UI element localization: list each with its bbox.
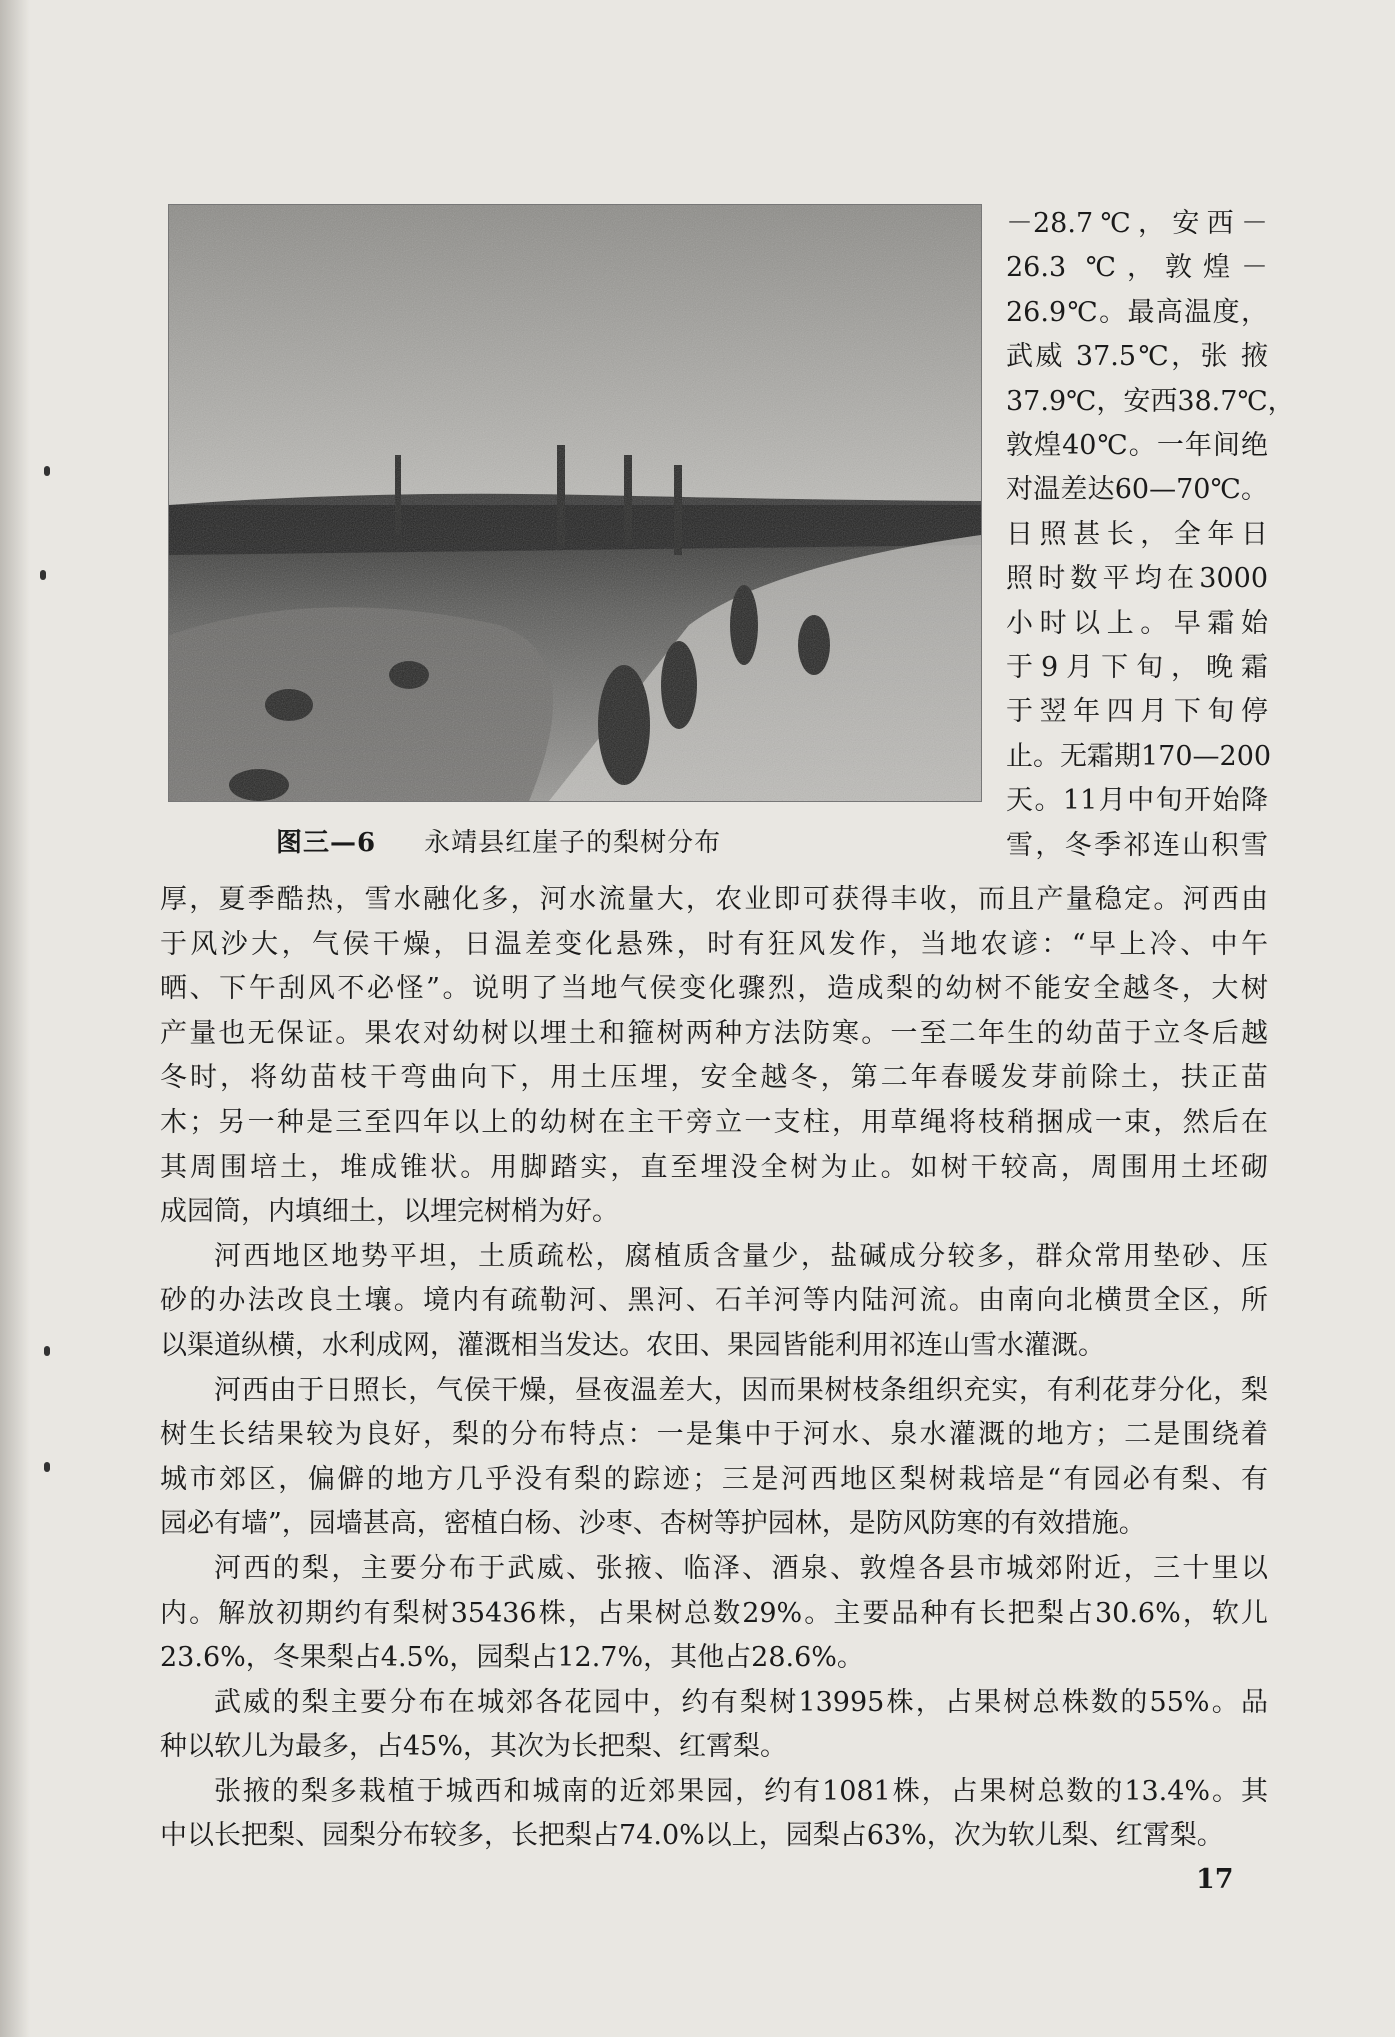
- text-line: 砂的办法改良土壤。境内有疏勒河、黑河、石羊河等内陆河流。由南向北横贯全区，所: [160, 1285, 1268, 1317]
- text-line: 止。无霜期170—200: [1006, 740, 1272, 772]
- text-line: 内。解放初期约有梨树35436株，占果树总数29%。主要品种有长把梨占30.6%，软儿: [160, 1597, 1268, 1629]
- binding-mark: [44, 1346, 50, 1356]
- body-text: [160, 878, 1268, 1859]
- text-line: 26.9℃。最高温度，: [1006, 296, 1268, 328]
- text-line: 于风沙大，气侯干燥，日温差变化悬殊，时有狂风发作，当地农谚：“早上冷、中午: [160, 928, 1268, 960]
- paragraph: [160, 1681, 1268, 1770]
- text-line: 冬时，将幼苗枝干弯曲向下，用土压埋，安全越冬，第二年春暖发芽前除土，扶正苗: [160, 1062, 1268, 1094]
- paragraph: [160, 878, 1268, 1235]
- text-line: 23.6%，冬果梨占4.5%，园梨占12.7%，其他占28.6%。: [160, 1642, 864, 1674]
- text-line: 产量也无保证。果农对幼树以埋土和箍树两种方法防寒。一至二年生的幼苗于立冬后越: [160, 1017, 1268, 1049]
- text-line: 日照甚长，全年日: [1006, 518, 1268, 550]
- figure-photo: [168, 204, 982, 802]
- text-line: 张掖的梨多栽植于城西和城南的近郊果园，约有1081株，占果树总数的13.4%。其: [214, 1775, 1268, 1807]
- text-line: 于翌年四月下旬停: [1006, 696, 1268, 728]
- text-line: 园必有墙”，园墙甚高，密植白杨、沙枣、杏树等护园林，是防风防寒的有效措施。: [160, 1508, 1146, 1540]
- binding-mark: [44, 1462, 50, 1472]
- text-line: 26.3 ℃，敦煌－: [1006, 252, 1268, 284]
- side-text-column: [1006, 202, 1295, 868]
- binding-mark: [40, 570, 46, 580]
- text-line: 37.9℃，安西38.7℃，: [1006, 385, 1295, 417]
- text-line: 雪，冬季祁连山积雪: [1006, 829, 1268, 861]
- text-line: 厚，夏季酷热，雪水融化多，河水流量大，农业即可获得丰收，而且产量稳定。河西由: [160, 884, 1268, 915]
- page-number: 17: [1196, 1864, 1234, 1895]
- text-line: 种以软儿为最多，占45%，其次为长把梨、红霄梨。: [160, 1731, 788, 1763]
- text-line: 武威的梨主要分布在城郊各花园中，约有梨树13995株，占果树总株数的55%。品: [214, 1686, 1268, 1718]
- paragraph: [160, 1235, 1268, 1369]
- text-line: 木；另一种是三至四年以上的幼树在主干旁立一支柱，用草绳将枝稍捆成一束，然后在: [160, 1106, 1268, 1138]
- text-line: 河西的梨，主要分布于武威、张掖、临泽、酒泉、敦煌各县市城郊附近，三十里以: [214, 1552, 1268, 1584]
- text-line: 树生长结果较为良好，梨的分布特点：一是集中于河水、泉水灌溉的地方；二是围绕着: [160, 1419, 1268, 1451]
- figure-caption-text: 永靖县红崖子的梨树分布: [424, 828, 722, 858]
- text-line: 天。11月中旬开始降: [1006, 785, 1268, 817]
- text-line: 河西地区地势平坦，土质疏松，腐植质含量少，盐碱成分较多，群众常用垫砂、压: [214, 1240, 1268, 1272]
- paragraph: [160, 1369, 1268, 1547]
- figure-caption: [276, 822, 721, 859]
- binding-mark: [44, 466, 50, 476]
- page-binding-shadow: [0, 0, 30, 2037]
- text-line: 其周围培土，堆成锥状。用脚踏实，直至埋没全树为止。如树干较高，周围用土坯砌: [160, 1151, 1268, 1183]
- text-line: 以渠道纵横，水利成网，灌溉相当发达。农田、果园皆能利用祁连山雪水灌溉。: [160, 1329, 1105, 1361]
- text-line: －28.7℃，安西－: [1006, 208, 1268, 239]
- text-line: 小时以上。早霜始: [1006, 607, 1268, 639]
- text-line: 敦煌40℃。一年间绝: [1006, 430, 1268, 462]
- orchard-landscape-photo: [169, 205, 981, 801]
- text-line: 武威 37.5℃，张 掖: [1006, 341, 1268, 373]
- figure-number: 图三—6: [276, 828, 377, 858]
- text-line: 对温差达60—70℃。: [1006, 474, 1268, 506]
- text-line: 于9月下旬，晚霜: [1006, 652, 1268, 684]
- text-line: 晒、下午刮风不必怪”。说明了当地气侯变化骤烈，造成梨的幼树不能安全越冬，大树: [160, 973, 1268, 1005]
- text-line: 城市郊区，偏僻的地方几乎没有梨的踪迹；三是河西地区梨树栽培是“有园必有梨、有: [160, 1463, 1268, 1495]
- text-line: 成园筒，内填细土，以埋完树梢为好。: [160, 1196, 619, 1228]
- text-line: 中以长把梨、园梨分布较多，长把梨占74.0%以上，园梨占63%，次为软儿梨、红霄梨。: [160, 1820, 1224, 1852]
- paragraph: [160, 1547, 1268, 1681]
- text-line: 照时数平均在3000: [1006, 563, 1268, 595]
- paragraph: [160, 1770, 1268, 1859]
- text-line: 河西由于日照长，气侯干燥，昼夜温差大，因而果树枝条组织充实，有利花芽分化，梨: [214, 1374, 1268, 1406]
